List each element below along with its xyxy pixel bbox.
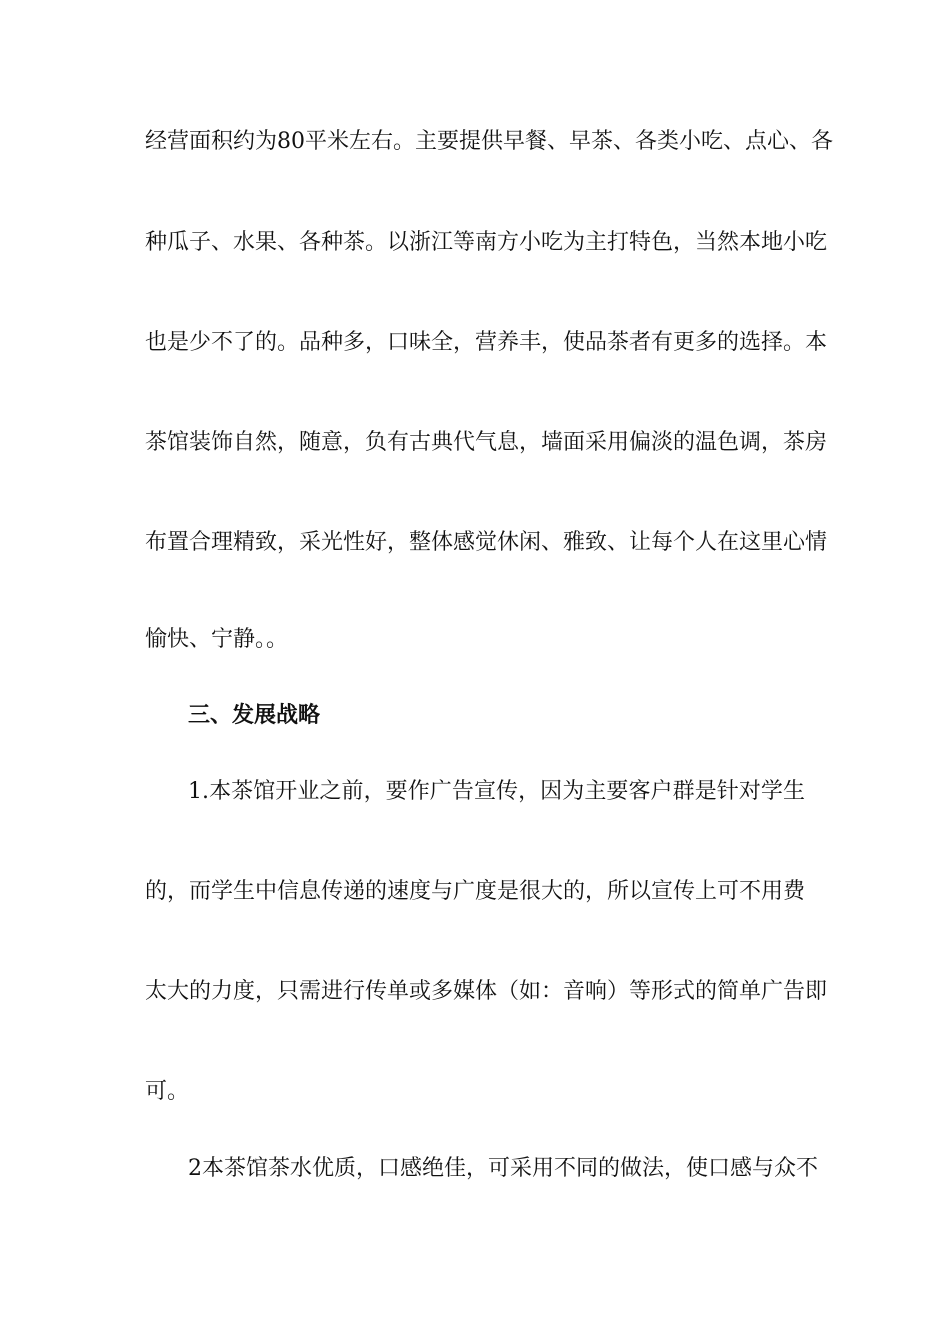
section-heading: 三、发展战略	[188, 703, 321, 728]
body-text-line: 太大的力度，只需进行传单或多媒体（如：音响）等形式的简单广告即	[145, 979, 828, 1004]
body-text-line: 种瓜子、水果、各种茶。以浙江等南方小吃为主打特色，当然本地小吃	[145, 230, 828, 255]
body-text-line: 经营面积约为80平米左右。主要提供早餐、早茶、各类小吃、点心、各	[145, 129, 833, 154]
body-text-line: 1.本茶馆开业之前，要作广告宣传，因为主要客户群是针对学生	[188, 779, 805, 804]
body-text-line: 也是少不了的。品种多，口味全，营养丰，使品茶者有更多的选择。本	[145, 330, 828, 355]
body-text-line: 2本茶馆茶水优质，口感绝佳，可采用不同的做法，使口感与众不	[188, 1156, 818, 1181]
body-text-line: 愉快、宁静。。	[145, 627, 289, 652]
body-text-line: 布置合理精致，采光性好，整体感觉休闲、雅致、让每个人在这里心情	[145, 530, 828, 555]
body-text-line: 茶馆装饰自然，随意，负有古典代气息，墙面采用偏淡的温色调，茶房	[145, 430, 828, 455]
body-text-line: 的，而学生中信息传递的速度与广度是很大的，所以宣传上可不用费	[145, 879, 806, 904]
body-text-line: 可。	[145, 1079, 190, 1104]
